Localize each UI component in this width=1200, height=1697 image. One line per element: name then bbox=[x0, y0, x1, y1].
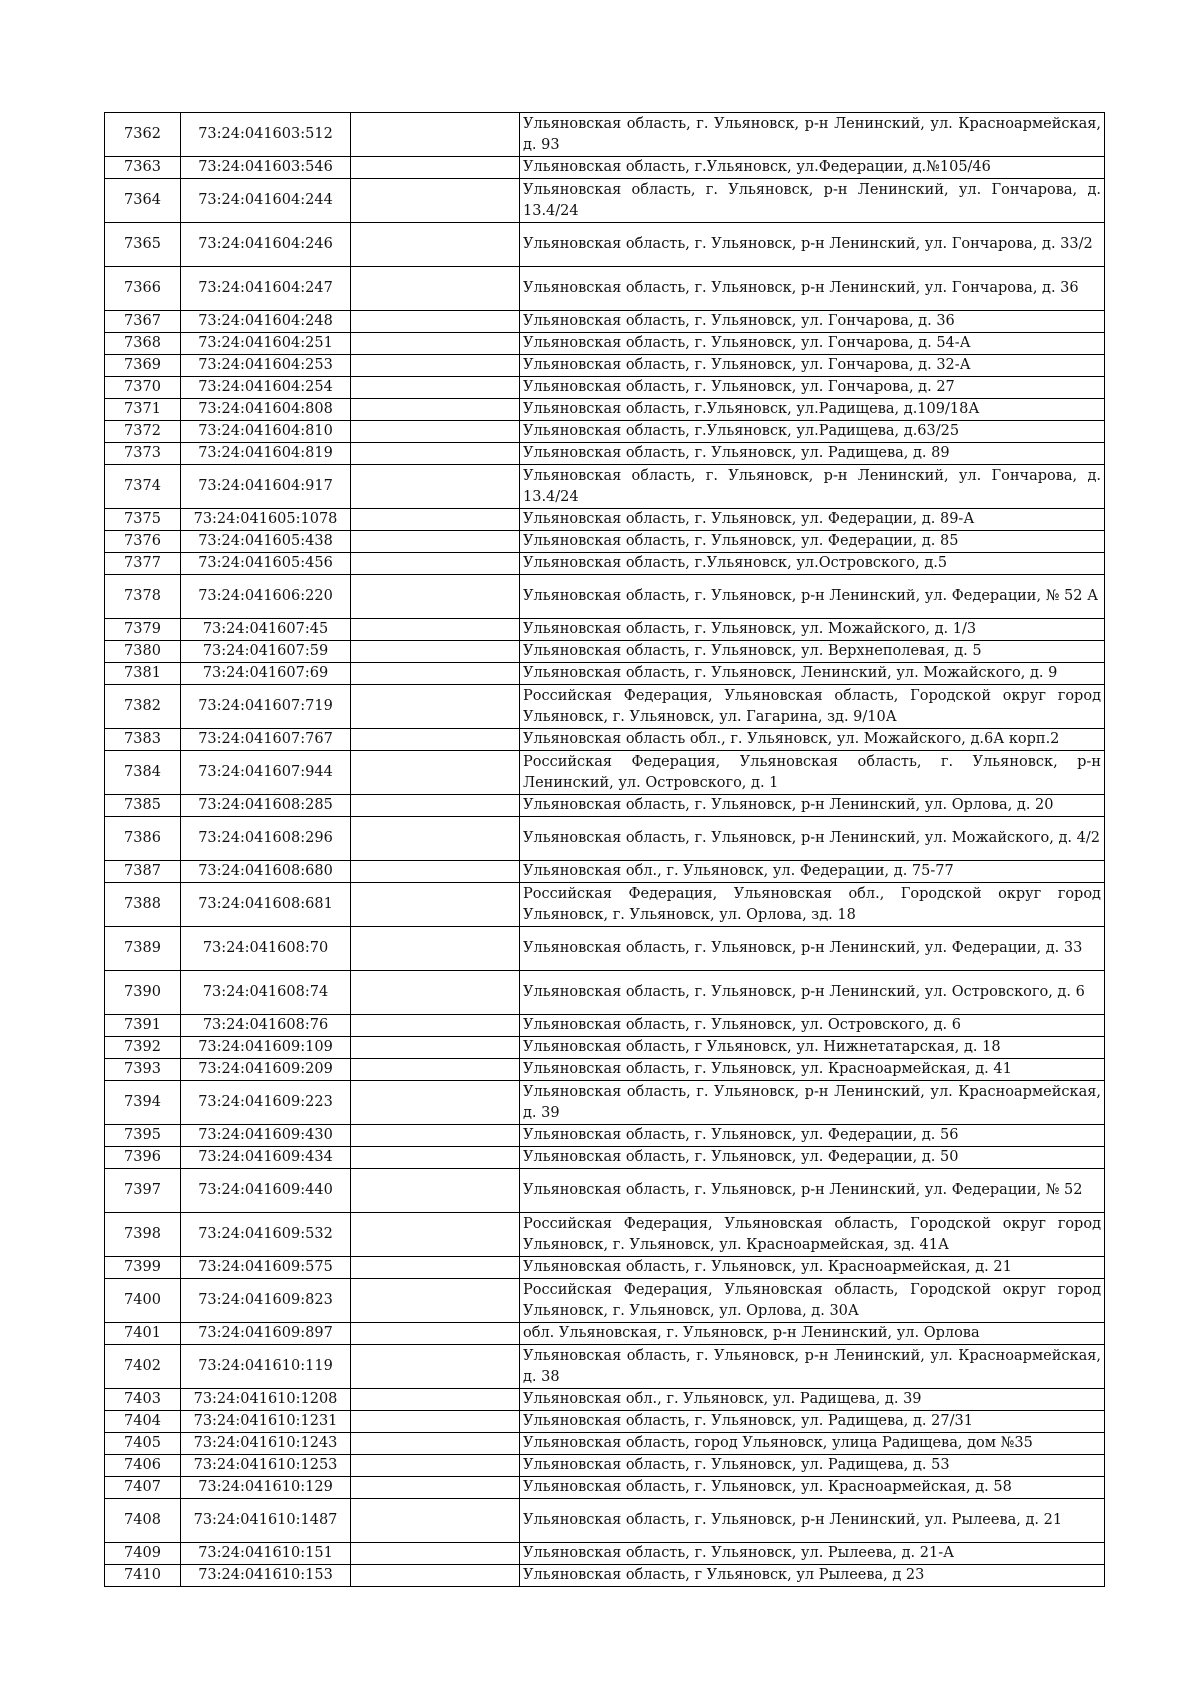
cadastral-number-cell: 73:24:041604:808 bbox=[181, 399, 351, 421]
table-row bbox=[105, 1499, 1105, 1543]
extra-cell bbox=[351, 1455, 520, 1477]
extra-cell bbox=[351, 1389, 520, 1411]
row-number-cell: 7374 bbox=[105, 465, 181, 509]
cadastral-number-cell: 73:24:041603:546 bbox=[181, 157, 351, 179]
address-cell: Ульяновская область, г. Ульяновск, ул. Верхнеполевая, д. 5 bbox=[520, 641, 1105, 663]
table-row bbox=[105, 1411, 1105, 1433]
address-cell: Ульяновская область, г. Ульяновск, р-н Ленинский, ул. Гончарова, д. 36 bbox=[520, 267, 1105, 311]
table-row bbox=[105, 1015, 1105, 1037]
cadastral-number-cell: 73:24:041608:70 bbox=[181, 927, 351, 971]
cadastral-number-cell: 73:24:041607:719 bbox=[181, 685, 351, 729]
table-row bbox=[105, 1059, 1105, 1081]
table-row bbox=[105, 1147, 1105, 1169]
row-number-cell: 7404 bbox=[105, 1411, 181, 1433]
extra-cell bbox=[351, 663, 520, 685]
table-row bbox=[105, 685, 1105, 729]
cadastral-number-cell: 73:24:041609:440 bbox=[181, 1169, 351, 1213]
extra-cell bbox=[351, 157, 520, 179]
extra-cell bbox=[351, 1081, 520, 1125]
cadastral-number-cell: 73:24:041607:944 bbox=[181, 751, 351, 795]
address-cell: Ульяновская область, г.Ульяновск, ул.Федерации, д.№105/46 bbox=[520, 157, 1105, 179]
address-cell: Ульяновская область, г. Ульяновск, ул. Федерации, д. 56 bbox=[520, 1125, 1105, 1147]
address-cell: Ульяновская обл., г. Ульяновск, ул. Федерации, д. 75-77 bbox=[520, 861, 1105, 883]
extra-cell bbox=[351, 795, 520, 817]
table-row bbox=[105, 663, 1105, 685]
table-row bbox=[105, 641, 1105, 663]
row-number-cell: 7386 bbox=[105, 817, 181, 861]
cadastral-number-cell: 73:24:041608:74 bbox=[181, 971, 351, 1015]
address-cell: Ульяновская область, г. Ульяновск, р-н Ленинский, ул. Федерации, д. 33 bbox=[520, 927, 1105, 971]
table-row bbox=[105, 1433, 1105, 1455]
address-cell: Ульяновская область, г. Ульяновск, ул. Можайского, д. 1/3 bbox=[520, 619, 1105, 641]
cadastral-number-cell: 73:24:041604:248 bbox=[181, 311, 351, 333]
table-row bbox=[105, 1257, 1105, 1279]
address-cell: Российская Федерация, Ульяновская область, г. Ульяновск, р-н Ленинский, ул. Островского, д. 1 bbox=[520, 751, 1105, 795]
table-row bbox=[105, 1037, 1105, 1059]
cadastral-number-cell: 73:24:041607:767 bbox=[181, 729, 351, 751]
cadastral-number-cell: 73:24:041605:438 bbox=[181, 531, 351, 553]
extra-cell bbox=[351, 619, 520, 641]
cadastral-number-cell: 73:24:041604:251 bbox=[181, 333, 351, 355]
extra-cell bbox=[351, 685, 520, 729]
address-cell: Ульяновская область обл., г. Ульяновск, ул. Можайского, д.6А корп.2 bbox=[520, 729, 1105, 751]
row-number-cell: 7402 bbox=[105, 1345, 181, 1389]
table-row bbox=[105, 113, 1105, 157]
extra-cell bbox=[351, 465, 520, 509]
cadastral-number-cell: 73:24:041609:897 bbox=[181, 1323, 351, 1345]
table-row bbox=[105, 1477, 1105, 1499]
address-cell: Ульяновская область, г. Ульяновск, р-н Ленинский, ул. Гончарова, д. 13.4/24 bbox=[520, 179, 1105, 223]
cadastral-number-cell: 73:24:041605:456 bbox=[181, 553, 351, 575]
table-row bbox=[105, 333, 1105, 355]
table-row bbox=[105, 1081, 1105, 1125]
row-number-cell: 7370 bbox=[105, 377, 181, 399]
address-cell: Ульяновская область, г. Ульяновск, р-н Ленинский, ул. Островского, д. 6 bbox=[520, 971, 1105, 1015]
address-cell: Ульяновская область, г. Ульяновск, ул. Гончарова, д. 36 bbox=[520, 311, 1105, 333]
extra-cell bbox=[351, 1147, 520, 1169]
table-row bbox=[105, 1565, 1105, 1587]
table-row bbox=[105, 421, 1105, 443]
extra-cell bbox=[351, 1323, 520, 1345]
extra-cell bbox=[351, 333, 520, 355]
address-cell: Ульяновская область, г. Ульяновск, р-н Ленинский, ул. Можайского, д. 4/2 bbox=[520, 817, 1105, 861]
row-number-cell: 7369 bbox=[105, 355, 181, 377]
row-number-cell: 7373 bbox=[105, 443, 181, 465]
table-row bbox=[105, 1213, 1105, 1257]
table-row bbox=[105, 377, 1105, 399]
cadastral-number-cell: 73:24:041607:69 bbox=[181, 663, 351, 685]
extra-cell bbox=[351, 377, 520, 399]
extra-cell bbox=[351, 1125, 520, 1147]
address-cell: Ульяновская область, г. Ульяновск, р-н Ленинский, ул. Красноармейская, д. 38 bbox=[520, 1345, 1105, 1389]
table-row bbox=[105, 355, 1105, 377]
extra-cell bbox=[351, 861, 520, 883]
table-row bbox=[105, 1125, 1105, 1147]
extra-cell bbox=[351, 1169, 520, 1213]
extra-cell bbox=[351, 1411, 520, 1433]
row-number-cell: 7368 bbox=[105, 333, 181, 355]
extra-cell bbox=[351, 1477, 520, 1499]
table-row bbox=[105, 883, 1105, 927]
address-cell: Российская Федерация, Ульяновская обл., Городской округ город Ульяновск, г. Ульяновск, ул. Орлова, зд. 18 bbox=[520, 883, 1105, 927]
address-cell: Ульяновская область, г.Ульяновск, ул.Островского, д.5 bbox=[520, 553, 1105, 575]
cadastral-number-cell: 73:24:041603:512 bbox=[181, 113, 351, 157]
address-cell: Ульяновская область, г. Ульяновск, р-н Ленинский, ул. Красноармейская, д. 93 bbox=[520, 113, 1105, 157]
address-cell: Ульяновская область, г. Ульяновск, ул. Федерации, д. 50 bbox=[520, 1147, 1105, 1169]
row-number-cell: 7406 bbox=[105, 1455, 181, 1477]
table-row bbox=[105, 729, 1105, 751]
address-cell: Ульяновская область, г. Ульяновск, р-н Ленинский, ул. Гончарова, д. 33/2 bbox=[520, 223, 1105, 267]
address-cell: Ульяновская область, г. Ульяновск, р-н Ленинский, ул. Гончарова, д. 13.4/24 bbox=[520, 465, 1105, 509]
address-cell: Ульяновская область, г. Ульяновск, р-н Ленинский, ул. Орлова, д. 20 bbox=[520, 795, 1105, 817]
cadastral-number-cell: 73:24:041610:1231 bbox=[181, 1411, 351, 1433]
row-number-cell: 7393 bbox=[105, 1059, 181, 1081]
row-number-cell: 7375 bbox=[105, 509, 181, 531]
cadastral-table bbox=[104, 112, 1105, 1587]
row-number-cell: 7391 bbox=[105, 1015, 181, 1037]
address-cell: Ульяновская область, город Ульяновск, улица Радищева, дом №35 bbox=[520, 1433, 1105, 1455]
extra-cell bbox=[351, 729, 520, 751]
table-row bbox=[105, 1323, 1105, 1345]
address-cell: Ульяновская область, г. Ульяновск, ул. Гончарова, д. 32-А bbox=[520, 355, 1105, 377]
cadastral-number-cell: 73:24:041609:109 bbox=[181, 1037, 351, 1059]
address-cell: Российская Федерация, Ульяновская область, Городской округ город Ульяновск, г. Ульяновск, ул. Гагарина, зд. 9/10А bbox=[520, 685, 1105, 729]
row-number-cell: 7377 bbox=[105, 553, 181, 575]
extra-cell bbox=[351, 883, 520, 927]
cadastral-number-cell: 73:24:041609:434 bbox=[181, 1147, 351, 1169]
address-cell: Ульяновская область, г. Ульяновск, ул. Рылеева, д. 21-А bbox=[520, 1543, 1105, 1565]
row-number-cell: 7401 bbox=[105, 1323, 181, 1345]
address-cell: Ульяновская область, г. Ульяновск, Ленинский, ул. Можайского, д. 9 bbox=[520, 663, 1105, 685]
cadastral-number-cell: 73:24:041610:119 bbox=[181, 1345, 351, 1389]
address-cell: обл. Ульяновская, г. Ульяновск, р-н Ленинский, ул. Орлова bbox=[520, 1323, 1105, 1345]
cadastral-number-cell: 73:24:041610:1208 bbox=[181, 1389, 351, 1411]
table-row bbox=[105, 223, 1105, 267]
table-body bbox=[105, 113, 1105, 1587]
cadastral-number-cell: 73:24:041604:810 bbox=[181, 421, 351, 443]
row-number-cell: 7387 bbox=[105, 861, 181, 883]
address-cell: Ульяновская область, г. Ульяновск, ул. Островского, д. 6 bbox=[520, 1015, 1105, 1037]
cadastral-number-cell: 73:24:041608:681 bbox=[181, 883, 351, 927]
row-number-cell: 7382 bbox=[105, 685, 181, 729]
table-row bbox=[105, 311, 1105, 333]
extra-cell bbox=[351, 1257, 520, 1279]
address-cell: Ульяновская область, г. Ульяновск, ул. Радищева, д. 89 bbox=[520, 443, 1105, 465]
table-row bbox=[105, 1169, 1105, 1213]
row-number-cell: 7371 bbox=[105, 399, 181, 421]
row-number-cell: 7399 bbox=[105, 1257, 181, 1279]
row-number-cell: 7397 bbox=[105, 1169, 181, 1213]
row-number-cell: 7376 bbox=[105, 531, 181, 553]
cadastral-number-cell: 73:24:041610:151 bbox=[181, 1543, 351, 1565]
table-row bbox=[105, 795, 1105, 817]
cadastral-number-cell: 73:24:041608:680 bbox=[181, 861, 351, 883]
address-cell: Российская Федерация, Ульяновская область, Городской округ город Ульяновск, г. Ульяновск, ул. Красноармейская, зд. 41А bbox=[520, 1213, 1105, 1257]
extra-cell bbox=[351, 509, 520, 531]
extra-cell bbox=[351, 267, 520, 311]
row-number-cell: 7408 bbox=[105, 1499, 181, 1543]
table-row bbox=[105, 1389, 1105, 1411]
cadastral-number-cell: 73:24:041608:76 bbox=[181, 1015, 351, 1037]
cadastral-number-cell: 73:24:041609:823 bbox=[181, 1279, 351, 1323]
address-cell: Ульяновская область, г. Ульяновск, ул. Красноармейская, д. 41 bbox=[520, 1059, 1105, 1081]
cadastral-number-cell: 73:24:041607:45 bbox=[181, 619, 351, 641]
cadastral-number-cell: 73:24:041607:59 bbox=[181, 641, 351, 663]
extra-cell bbox=[351, 751, 520, 795]
address-cell: Российская Федерация, Ульяновская область, Городской округ город Ульяновск, г. Ульяновск, ул. Орлова, д. 30А bbox=[520, 1279, 1105, 1323]
row-number-cell: 7378 bbox=[105, 575, 181, 619]
row-number-cell: 7392 bbox=[105, 1037, 181, 1059]
address-cell: Ульяновская область, г.Ульяновск, ул.Радищева, д.109/18А bbox=[520, 399, 1105, 421]
cadastral-number-cell: 73:24:041610:1253 bbox=[181, 1455, 351, 1477]
address-cell: Ульяновская область, г. Ульяновск, ул. Красноармейская, д. 21 bbox=[520, 1257, 1105, 1279]
extra-cell bbox=[351, 1433, 520, 1455]
table-row bbox=[105, 751, 1105, 795]
cadastral-number-cell: 73:24:041610:153 bbox=[181, 1565, 351, 1587]
cadastral-number-cell: 73:24:041610:129 bbox=[181, 1477, 351, 1499]
address-cell: Ульяновская область, г Ульяновск, ул. Нижнетатарская, д. 18 bbox=[520, 1037, 1105, 1059]
address-cell: Ульяновская область, г Ульяновск, ул Рылеева, д 23 bbox=[520, 1565, 1105, 1587]
cadastral-number-cell: 73:24:041604:244 bbox=[181, 179, 351, 223]
extra-cell bbox=[351, 113, 520, 157]
cadastral-number-cell: 73:24:041604:246 bbox=[181, 223, 351, 267]
row-number-cell: 7405 bbox=[105, 1433, 181, 1455]
extra-cell bbox=[351, 1279, 520, 1323]
cadastral-number-cell: 73:24:041605:1078 bbox=[181, 509, 351, 531]
table-row bbox=[105, 1455, 1105, 1477]
table-row bbox=[105, 179, 1105, 223]
table-row bbox=[105, 971, 1105, 1015]
row-number-cell: 7398 bbox=[105, 1213, 181, 1257]
row-number-cell: 7363 bbox=[105, 157, 181, 179]
cadastral-number-cell: 73:24:041608:285 bbox=[181, 795, 351, 817]
address-cell: Ульяновская область, г. Ульяновск, р-н Ленинский, ул. Федерации, № 52 А bbox=[520, 575, 1105, 619]
row-number-cell: 7381 bbox=[105, 663, 181, 685]
extra-cell bbox=[351, 1213, 520, 1257]
extra-cell bbox=[351, 971, 520, 1015]
extra-cell bbox=[351, 223, 520, 267]
table-row bbox=[105, 1345, 1105, 1389]
extra-cell bbox=[351, 1543, 520, 1565]
cadastral-number-cell: 73:24:041610:1243 bbox=[181, 1433, 351, 1455]
address-cell: Ульяновская область, г. Ульяновск, ул. Федерации, д. 85 bbox=[520, 531, 1105, 553]
address-cell: Ульяновская область, г. Ульяновск, ул. Радищева, д. 53 bbox=[520, 1455, 1105, 1477]
table-row bbox=[105, 553, 1105, 575]
table-row bbox=[105, 267, 1105, 311]
row-number-cell: 7389 bbox=[105, 927, 181, 971]
table-row bbox=[105, 509, 1105, 531]
row-number-cell: 7383 bbox=[105, 729, 181, 751]
extra-cell bbox=[351, 575, 520, 619]
table-row bbox=[105, 443, 1105, 465]
cadastral-number-cell: 73:24:041609:575 bbox=[181, 1257, 351, 1279]
cadastral-number-cell: 73:24:041604:917 bbox=[181, 465, 351, 509]
table-row bbox=[105, 861, 1105, 883]
cadastral-number-cell: 73:24:041606:220 bbox=[181, 575, 351, 619]
cadastral-number-cell: 73:24:041604:253 bbox=[181, 355, 351, 377]
row-number-cell: 7395 bbox=[105, 1125, 181, 1147]
extra-cell bbox=[351, 179, 520, 223]
extra-cell bbox=[351, 1345, 520, 1389]
table-row bbox=[105, 531, 1105, 553]
table-row bbox=[105, 1543, 1105, 1565]
address-cell: Ульяновская область, г. Ульяновск, ул. Гончарова, д. 54-А bbox=[520, 333, 1105, 355]
cadastral-number-cell: 73:24:041608:296 bbox=[181, 817, 351, 861]
row-number-cell: 7380 bbox=[105, 641, 181, 663]
row-number-cell: 7394 bbox=[105, 1081, 181, 1125]
row-number-cell: 7364 bbox=[105, 179, 181, 223]
row-number-cell: 7366 bbox=[105, 267, 181, 311]
row-number-cell: 7379 bbox=[105, 619, 181, 641]
table-row bbox=[105, 619, 1105, 641]
address-cell: Ульяновская обл., г. Ульяновск, ул. Радищева, д. 39 bbox=[520, 1389, 1105, 1411]
extra-cell bbox=[351, 1037, 520, 1059]
extra-cell bbox=[351, 817, 520, 861]
address-cell: Ульяновская область, г. Ульяновск, р-н Ленинский, ул. Рылеева, д. 21 bbox=[520, 1499, 1105, 1543]
row-number-cell: 7365 bbox=[105, 223, 181, 267]
table-row bbox=[105, 817, 1105, 861]
cadastral-number-cell: 73:24:041609:532 bbox=[181, 1213, 351, 1257]
cadastral-number-cell: 73:24:041604:254 bbox=[181, 377, 351, 399]
extra-cell bbox=[351, 1565, 520, 1587]
cadastral-number-cell: 73:24:041610:1487 bbox=[181, 1499, 351, 1543]
table-row bbox=[105, 157, 1105, 179]
cadastral-number-cell: 73:24:041609:223 bbox=[181, 1081, 351, 1125]
address-cell: Ульяновская область, г. Ульяновск, р-н Ленинский, ул. Красноармейская, д. 39 bbox=[520, 1081, 1105, 1125]
extra-cell bbox=[351, 421, 520, 443]
row-number-cell: 7390 bbox=[105, 971, 181, 1015]
cadastral-number-cell: 73:24:041609:209 bbox=[181, 1059, 351, 1081]
row-number-cell: 7388 bbox=[105, 883, 181, 927]
extra-cell bbox=[351, 1499, 520, 1543]
extra-cell bbox=[351, 927, 520, 971]
extra-cell bbox=[351, 311, 520, 333]
table-row bbox=[105, 465, 1105, 509]
address-cell: Ульяновская область, г. Ульяновск, ул. Гончарова, д. 27 bbox=[520, 377, 1105, 399]
cadastral-number-cell: 73:24:041604:247 bbox=[181, 267, 351, 311]
address-cell: Ульяновская область, г.Ульяновск, ул.Радищева, д.63/25 bbox=[520, 421, 1105, 443]
extra-cell bbox=[351, 553, 520, 575]
cadastral-number-cell: 73:24:041609:430 bbox=[181, 1125, 351, 1147]
address-cell: Ульяновская область, г. Ульяновск, ул. Федерации, д. 89-А bbox=[520, 509, 1105, 531]
row-number-cell: 7372 bbox=[105, 421, 181, 443]
extra-cell bbox=[351, 531, 520, 553]
table-row bbox=[105, 927, 1105, 971]
row-number-cell: 7407 bbox=[105, 1477, 181, 1499]
extra-cell bbox=[351, 641, 520, 663]
row-number-cell: 7362 bbox=[105, 113, 181, 157]
address-cell: Ульяновская область, г. Ульяновск, ул. Радищева, д. 27/31 bbox=[520, 1411, 1105, 1433]
table-row bbox=[105, 575, 1105, 619]
extra-cell bbox=[351, 1015, 520, 1037]
extra-cell bbox=[351, 443, 520, 465]
cadastral-number-cell: 73:24:041604:819 bbox=[181, 443, 351, 465]
row-number-cell: 7403 bbox=[105, 1389, 181, 1411]
address-cell: Ульяновская область, г. Ульяновск, р-н Ленинский, ул. Федерации, № 52 bbox=[520, 1169, 1105, 1213]
row-number-cell: 7385 bbox=[105, 795, 181, 817]
extra-cell bbox=[351, 355, 520, 377]
row-number-cell: 7396 bbox=[105, 1147, 181, 1169]
row-number-cell: 7410 bbox=[105, 1565, 181, 1587]
row-number-cell: 7367 bbox=[105, 311, 181, 333]
row-number-cell: 7409 bbox=[105, 1543, 181, 1565]
row-number-cell: 7384 bbox=[105, 751, 181, 795]
address-cell: Ульяновская область, г. Ульяновск, ул. Красноармейская, д. 58 bbox=[520, 1477, 1105, 1499]
row-number-cell: 7400 bbox=[105, 1279, 181, 1323]
extra-cell bbox=[351, 399, 520, 421]
extra-cell bbox=[351, 1059, 520, 1081]
table-row bbox=[105, 1279, 1105, 1323]
table-row bbox=[105, 399, 1105, 421]
